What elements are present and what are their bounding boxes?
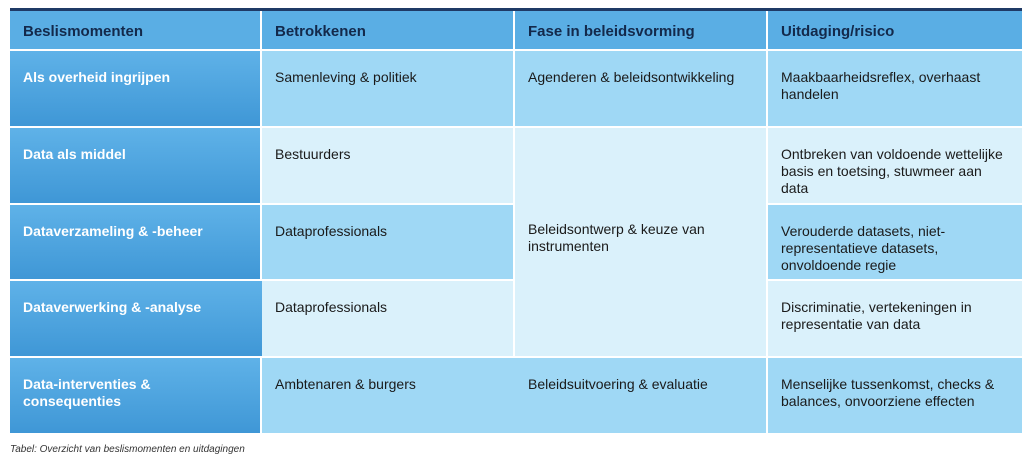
row-header-data-als-middel: Data als middel xyxy=(10,128,262,205)
table-cell-fase-merged: Beleidsontwerp & keuze van instrumenten xyxy=(515,128,768,358)
row-header-als-overheid-ingrijpen: Als overheid ingrijpen xyxy=(10,51,262,128)
table-cell-fase: Agenderen & beleidsontwikkeling xyxy=(515,51,768,128)
column-header-betrokkenen: Betrokkenen xyxy=(262,11,515,51)
table-cell-betrokkenen: Dataprofessionals xyxy=(262,281,515,358)
row-header-data-interventies: Data-interventies & consequenties xyxy=(10,358,262,435)
table-cell-risico: Verouderde datasets, niet-representatieve datasets, onvoldoende regie xyxy=(768,205,1022,281)
column-header-beslismomenten: Beslismomenten xyxy=(10,11,262,51)
row-header-dataverwerking: Dataverwerking & -analyse xyxy=(10,281,262,358)
table-cell-fase: Beleidsuitvoering & evaluatie xyxy=(515,358,768,435)
table-cell-betrokkenen: Dataprofessionals xyxy=(262,205,515,281)
row-header-dataverzameling: Dataverzameling & -beheer xyxy=(10,205,262,281)
column-header-fase: Fase in beleidsvorming xyxy=(515,11,768,51)
beslismomenten-table xyxy=(10,8,1022,438)
table-caption: Tabel: Overzicht van beslismomenten en uitdagingen xyxy=(10,444,245,455)
table-cell-risico: Maakbaarheidsreflex, overhaast handelen xyxy=(768,51,1022,128)
table-cell-risico: Discriminatie, vertekeningen in representatie van data xyxy=(768,281,1022,358)
table-cell-risico: Menselijke tussenkomst, checks & balances, onvoorziene effecten xyxy=(768,358,1022,435)
table-cell-betrokkenen: Ambtenaren & burgers xyxy=(262,358,515,435)
table-cell-betrokkenen: Bestuurders xyxy=(262,128,515,205)
column-header-uitdaging: Uitdaging/risico xyxy=(768,11,1022,51)
table-cell-betrokkenen: Samenleving & politiek xyxy=(262,51,515,128)
table-cell-risico: Ontbreken van voldoende wettelijke basis en toetsing, stuwmeer aan data xyxy=(768,128,1022,205)
